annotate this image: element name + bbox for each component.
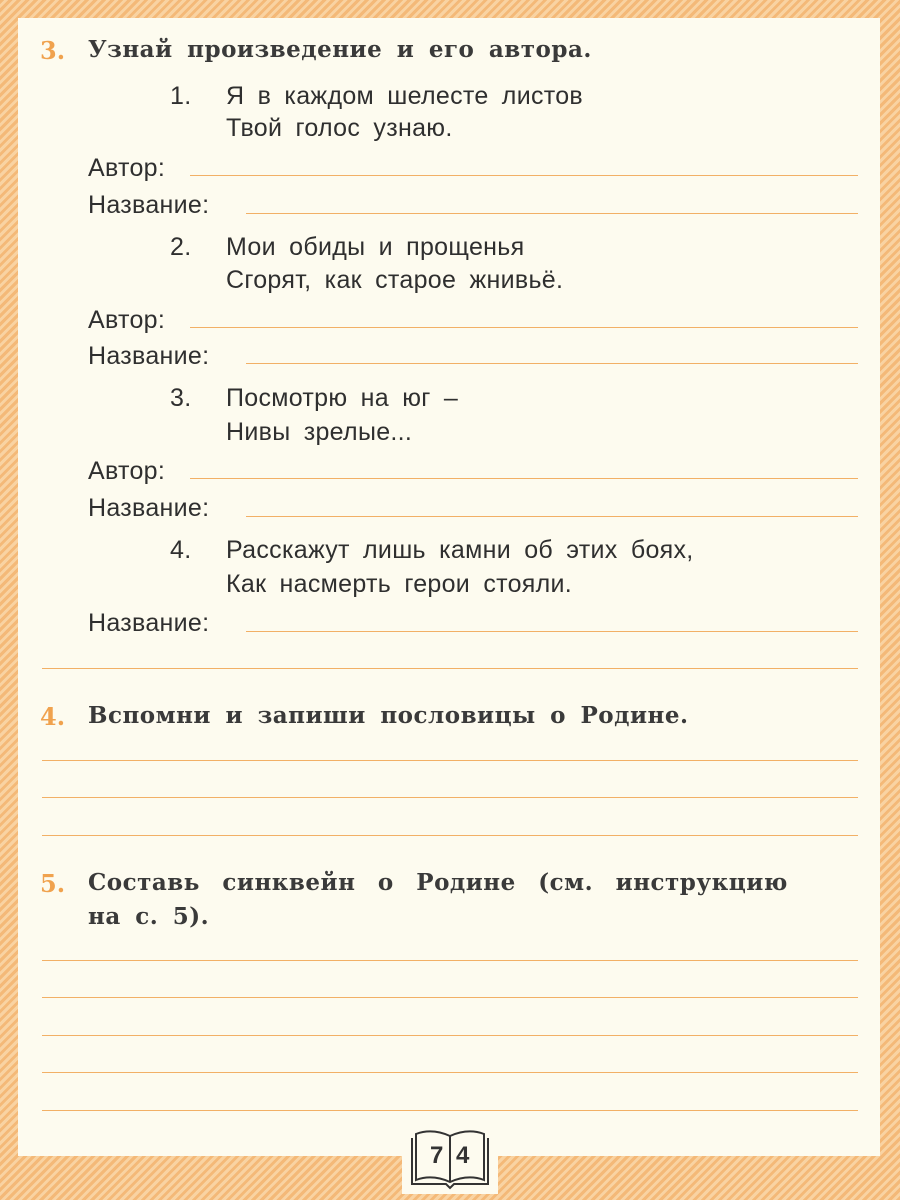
task-5-title-line-1: Составь синквейн о Родине (см. инструкцию [88,869,788,896]
poem-4-line-1: Расскажут лишь камни об этих боях, [226,536,694,564]
poem-2-number: 2. [170,233,192,261]
poem-1-line-2: Твой голос узнаю. [226,114,453,142]
poem-3-author-line[interactable] [190,478,858,479]
task-5-number: 5. [40,869,66,898]
poem-4-line-2: Как насмерть герои стояли. [226,570,573,598]
poem-4-title-label: Название: [88,609,210,637]
poem-1-author-line[interactable] [190,175,858,176]
poem-3-line-2: Нивы зрелые... [226,418,413,446]
poem-2-title-line[interactable] [246,363,858,364]
answer-line[interactable] [42,835,858,836]
task-4-title: Вспомни и запиши пословицы о Родине. [88,702,689,729]
answer-line[interactable] [42,797,858,798]
poem-2-author-label: Автор: [88,306,166,334]
poem-2-line-2: Сгорят, как старое жнивьё. [226,266,564,294]
poem-3-author-label: Автор: [88,457,166,485]
answer-line[interactable] [42,760,858,761]
poem-1-line-1: Я в каждом шелесте листов [226,82,584,110]
poem-4-title-line[interactable] [246,631,858,632]
poem-3-title-label: Название: [88,494,210,522]
poem-3-number: 3. [170,384,192,412]
poem-4-number: 4. [170,536,192,564]
poem-1-author-label: Автор: [88,154,166,182]
answer-line[interactable] [42,1035,858,1036]
page-number-badge [402,1124,498,1194]
task-5-title-line-2: на с. 5). [88,903,210,930]
task-3-number: 3. [40,36,66,65]
answer-line[interactable] [42,997,858,998]
answer-line[interactable] [42,1110,858,1111]
poem-2-author-line[interactable] [190,327,858,328]
page-number-right: 4 [456,1142,470,1169]
open-book-icon [402,1124,498,1194]
poem-1-title-label: Название: [88,191,210,219]
poem-3-title-line[interactable] [246,516,858,517]
page-number-left: 7 [430,1142,444,1169]
answer-line[interactable] [42,1072,858,1073]
poem-1-number: 1. [170,82,192,110]
task-4-number: 4. [40,702,66,731]
answer-line[interactable] [42,960,858,961]
poem-4-extra-line[interactable] [42,668,858,669]
poem-2-title-label: Название: [88,342,210,370]
task-3-title: Узнай произведение и его автора. [88,36,592,63]
poem-1-title-line[interactable] [246,213,858,214]
poem-3-line-1: Посмотрю на юг – [226,384,459,412]
poem-2-line-1: Мои обиды и прощенья [226,233,525,261]
